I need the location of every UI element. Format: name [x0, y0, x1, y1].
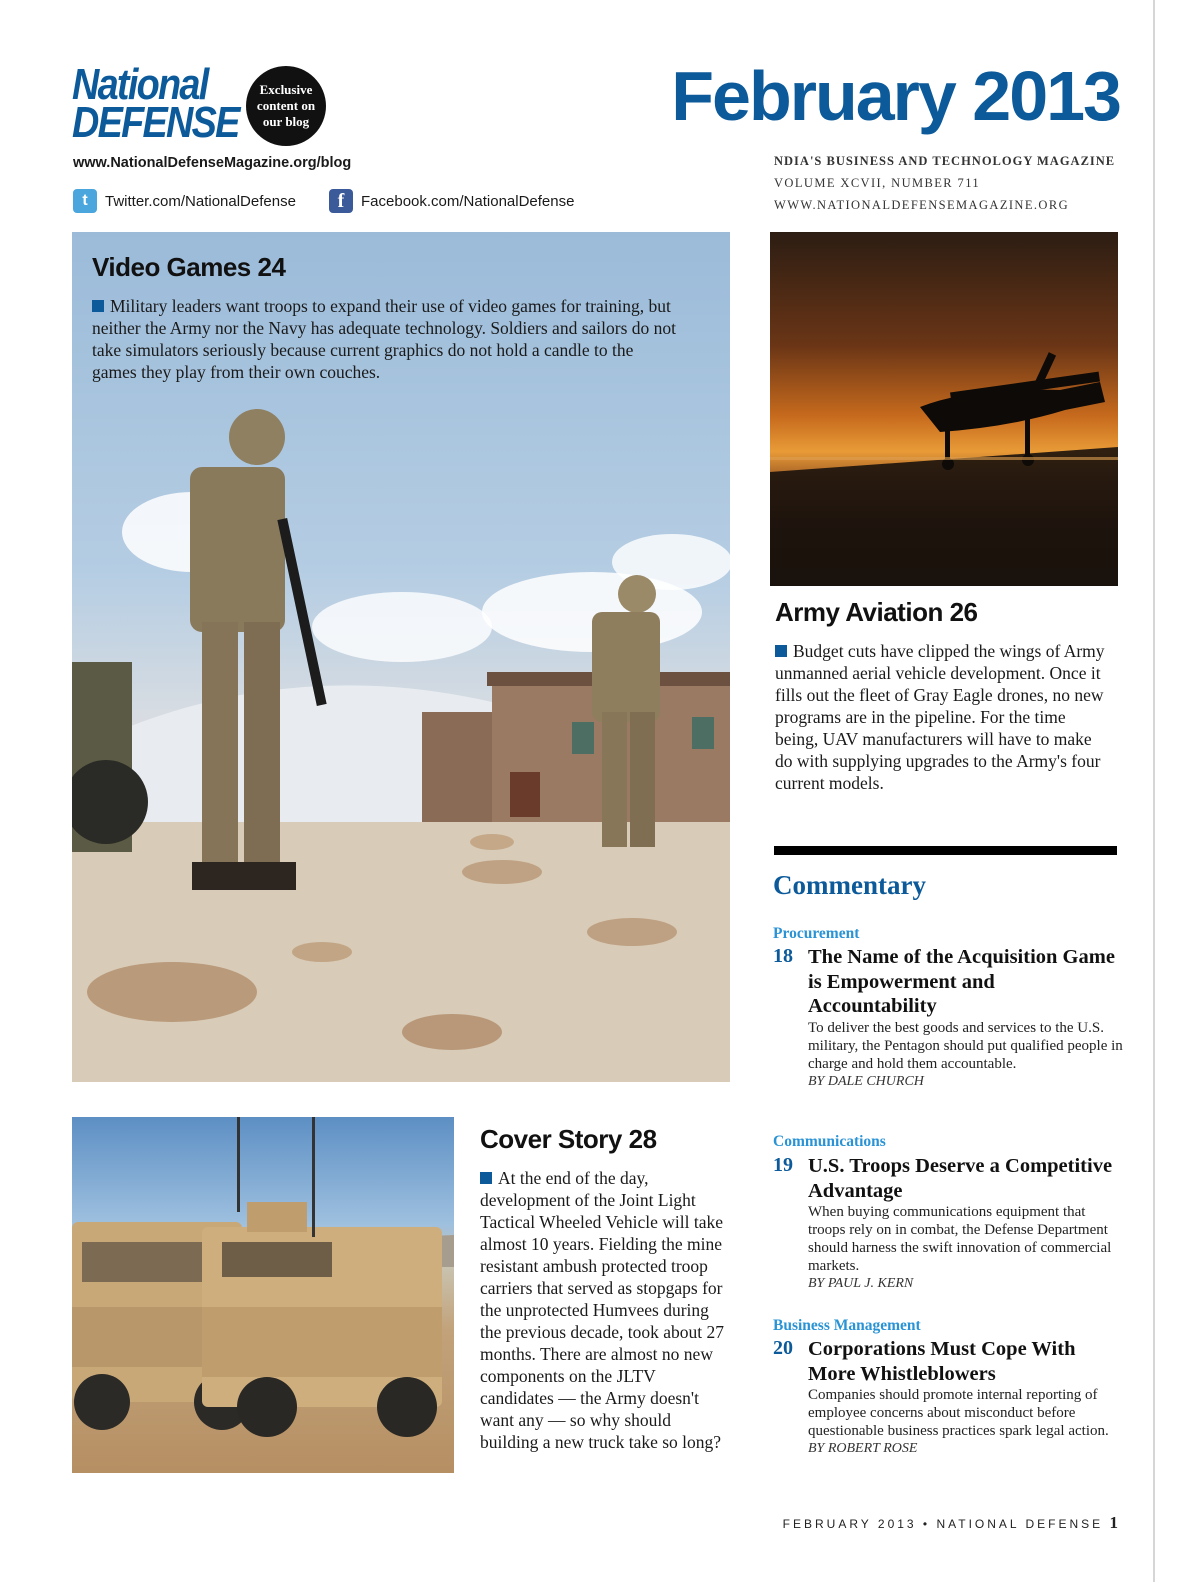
commentary-heading: Commentary	[773, 870, 926, 900]
twitter-link[interactable]	[73, 189, 296, 213]
commentary-item[interactable]	[773, 1337, 1123, 1458]
facebook-label: Facebook.com/NationalDefense	[361, 192, 575, 210]
commentary-byline: BY PAUL J. KERN	[808, 1276, 914, 1291]
cover-story-page: 28	[628, 1124, 657, 1154]
facebook-icon: f	[329, 189, 353, 213]
video-games-text: Military leaders want troops to expand their use of video games for training, but neither the Army nor the Navy has adequate technology. Soldiers and sailors do not take simulators seriously because current graphics do not hold a candle to the games they play from their own couches.	[92, 296, 677, 382]
bullet-square-icon	[480, 1172, 492, 1184]
magazine-url: WWW.NATIONALDEFENSEMAGAZINE.ORG	[774, 198, 1069, 212]
masthead-meta	[774, 150, 1115, 216]
page-footer	[783, 1513, 1118, 1533]
commentary-page-number: 19	[773, 1154, 793, 1176]
army-aviation-image	[770, 232, 1118, 586]
army-aviation-page: 26	[949, 597, 978, 627]
blog-badge	[246, 66, 326, 146]
video-games-title: Video Games	[92, 252, 251, 282]
army-aviation-text: Budget cuts have clipped the wings of Army unmanned aerial vehicle development. Once it fills out the fleet of Gray Eagle drones, no new programs are in the pipeline. For the time being, UAV manufacturers will have to make do with supplying upgrades to the Army's four current models.	[775, 641, 1105, 793]
commentary-description: When buying communications equipment that troops rely on in combat, the Defense Department should harness the swift innovation of commercial markets.	[808, 1204, 1112, 1274]
volume-number: VOLUME XCVII, NUMBER 711	[774, 176, 981, 190]
army-aviation-summary	[775, 640, 1105, 794]
issue-title: February 2013	[671, 57, 1120, 135]
cover-story-text: At the end of the day, development of the Joint Light Tactical Wheeled Vehicle will take almost 10 years. Fielding the mine resistant ambush protected troop carriers that served as stopgaps for the unprotected Humvees during the previous decade, took about 27 months. There are almost no new components on the JLTV candidates — the Army doesn't want any — so why should building a new truck take so long?	[480, 1168, 724, 1452]
facebook-link[interactable]	[329, 189, 574, 213]
footer-text: FEBRUARY 2013 • NATIONAL DEFENSE	[782, 1517, 1104, 1531]
logo-line-2: DEFENSE	[72, 98, 239, 147]
twitter-icon: t	[73, 189, 97, 213]
cover-story-title: Cover Story	[480, 1124, 622, 1154]
page-edge	[1153, 0, 1155, 1582]
page-number: 1	[1109, 1513, 1118, 1532]
commentary-category-procurement: Procurement	[773, 925, 860, 942]
commentary-page-number: 18	[773, 945, 793, 967]
army-aviation-heading[interactable]	[775, 597, 978, 628]
commentary-description: Companies should promote internal reporting of employee concerns about misconduct before questionable business practices spark legal action.	[808, 1387, 1109, 1439]
badge-line-2: content on	[256, 98, 316, 113]
commentary-headline: The Name of the Acquisition Game is Empowerment and Accountability	[808, 946, 1115, 1017]
video-games-summary	[92, 295, 682, 383]
cover-story-summary	[480, 1167, 732, 1453]
logo-line-1: National	[72, 60, 208, 109]
national-defense-logo[interactable]	[72, 60, 242, 147]
commentary-page-number: 20	[773, 1337, 793, 1359]
section-divider	[774, 846, 1117, 855]
bullet-square-icon	[775, 645, 787, 657]
army-aviation-title: Army Aviation	[775, 597, 943, 627]
commentary-category-business-management: Business Management	[773, 1317, 921, 1334]
blog-url[interactable]: www.NationalDefenseMagazine.org/blog	[73, 155, 352, 171]
commentary-byline: BY DALE CHURCH	[808, 1073, 924, 1089]
commentary-headline: Corporations Must Cope With More Whistleblowers	[808, 1338, 1076, 1385]
commentary-headline: U.S. Troops Deserve a Competitive Advantage	[808, 1155, 1113, 1202]
video-games-page: 24	[257, 252, 286, 282]
badge-line-3: our blog	[262, 114, 310, 129]
cover-story-image	[72, 1117, 454, 1473]
tagline: NDIA'S BUSINESS AND TECHNOLOGY MAGAZINE	[774, 154, 1116, 168]
commentary-byline: BY ROBERT ROSE	[808, 1441, 918, 1456]
commentary-description: To deliver the best goods and services to the U.S. military, the Pentagon should put qualified people in charge and hold them accountable.	[808, 1019, 1123, 1072]
jltv-trucks-illustration	[72, 1117, 454, 1473]
commentary-category-communications: Communications	[773, 1133, 886, 1150]
commentary-item[interactable]	[773, 945, 1123, 1091]
drone-silhouette-illustration	[770, 232, 1118, 586]
twitter-label: Twitter.com/NationalDefense	[105, 192, 296, 210]
video-games-heading[interactable]	[92, 252, 285, 283]
commentary-item[interactable]	[773, 1154, 1123, 1293]
cover-story-heading[interactable]	[480, 1124, 657, 1155]
bullet-square-icon	[92, 300, 104, 312]
badge-line-1: Exclusive	[259, 82, 313, 97]
